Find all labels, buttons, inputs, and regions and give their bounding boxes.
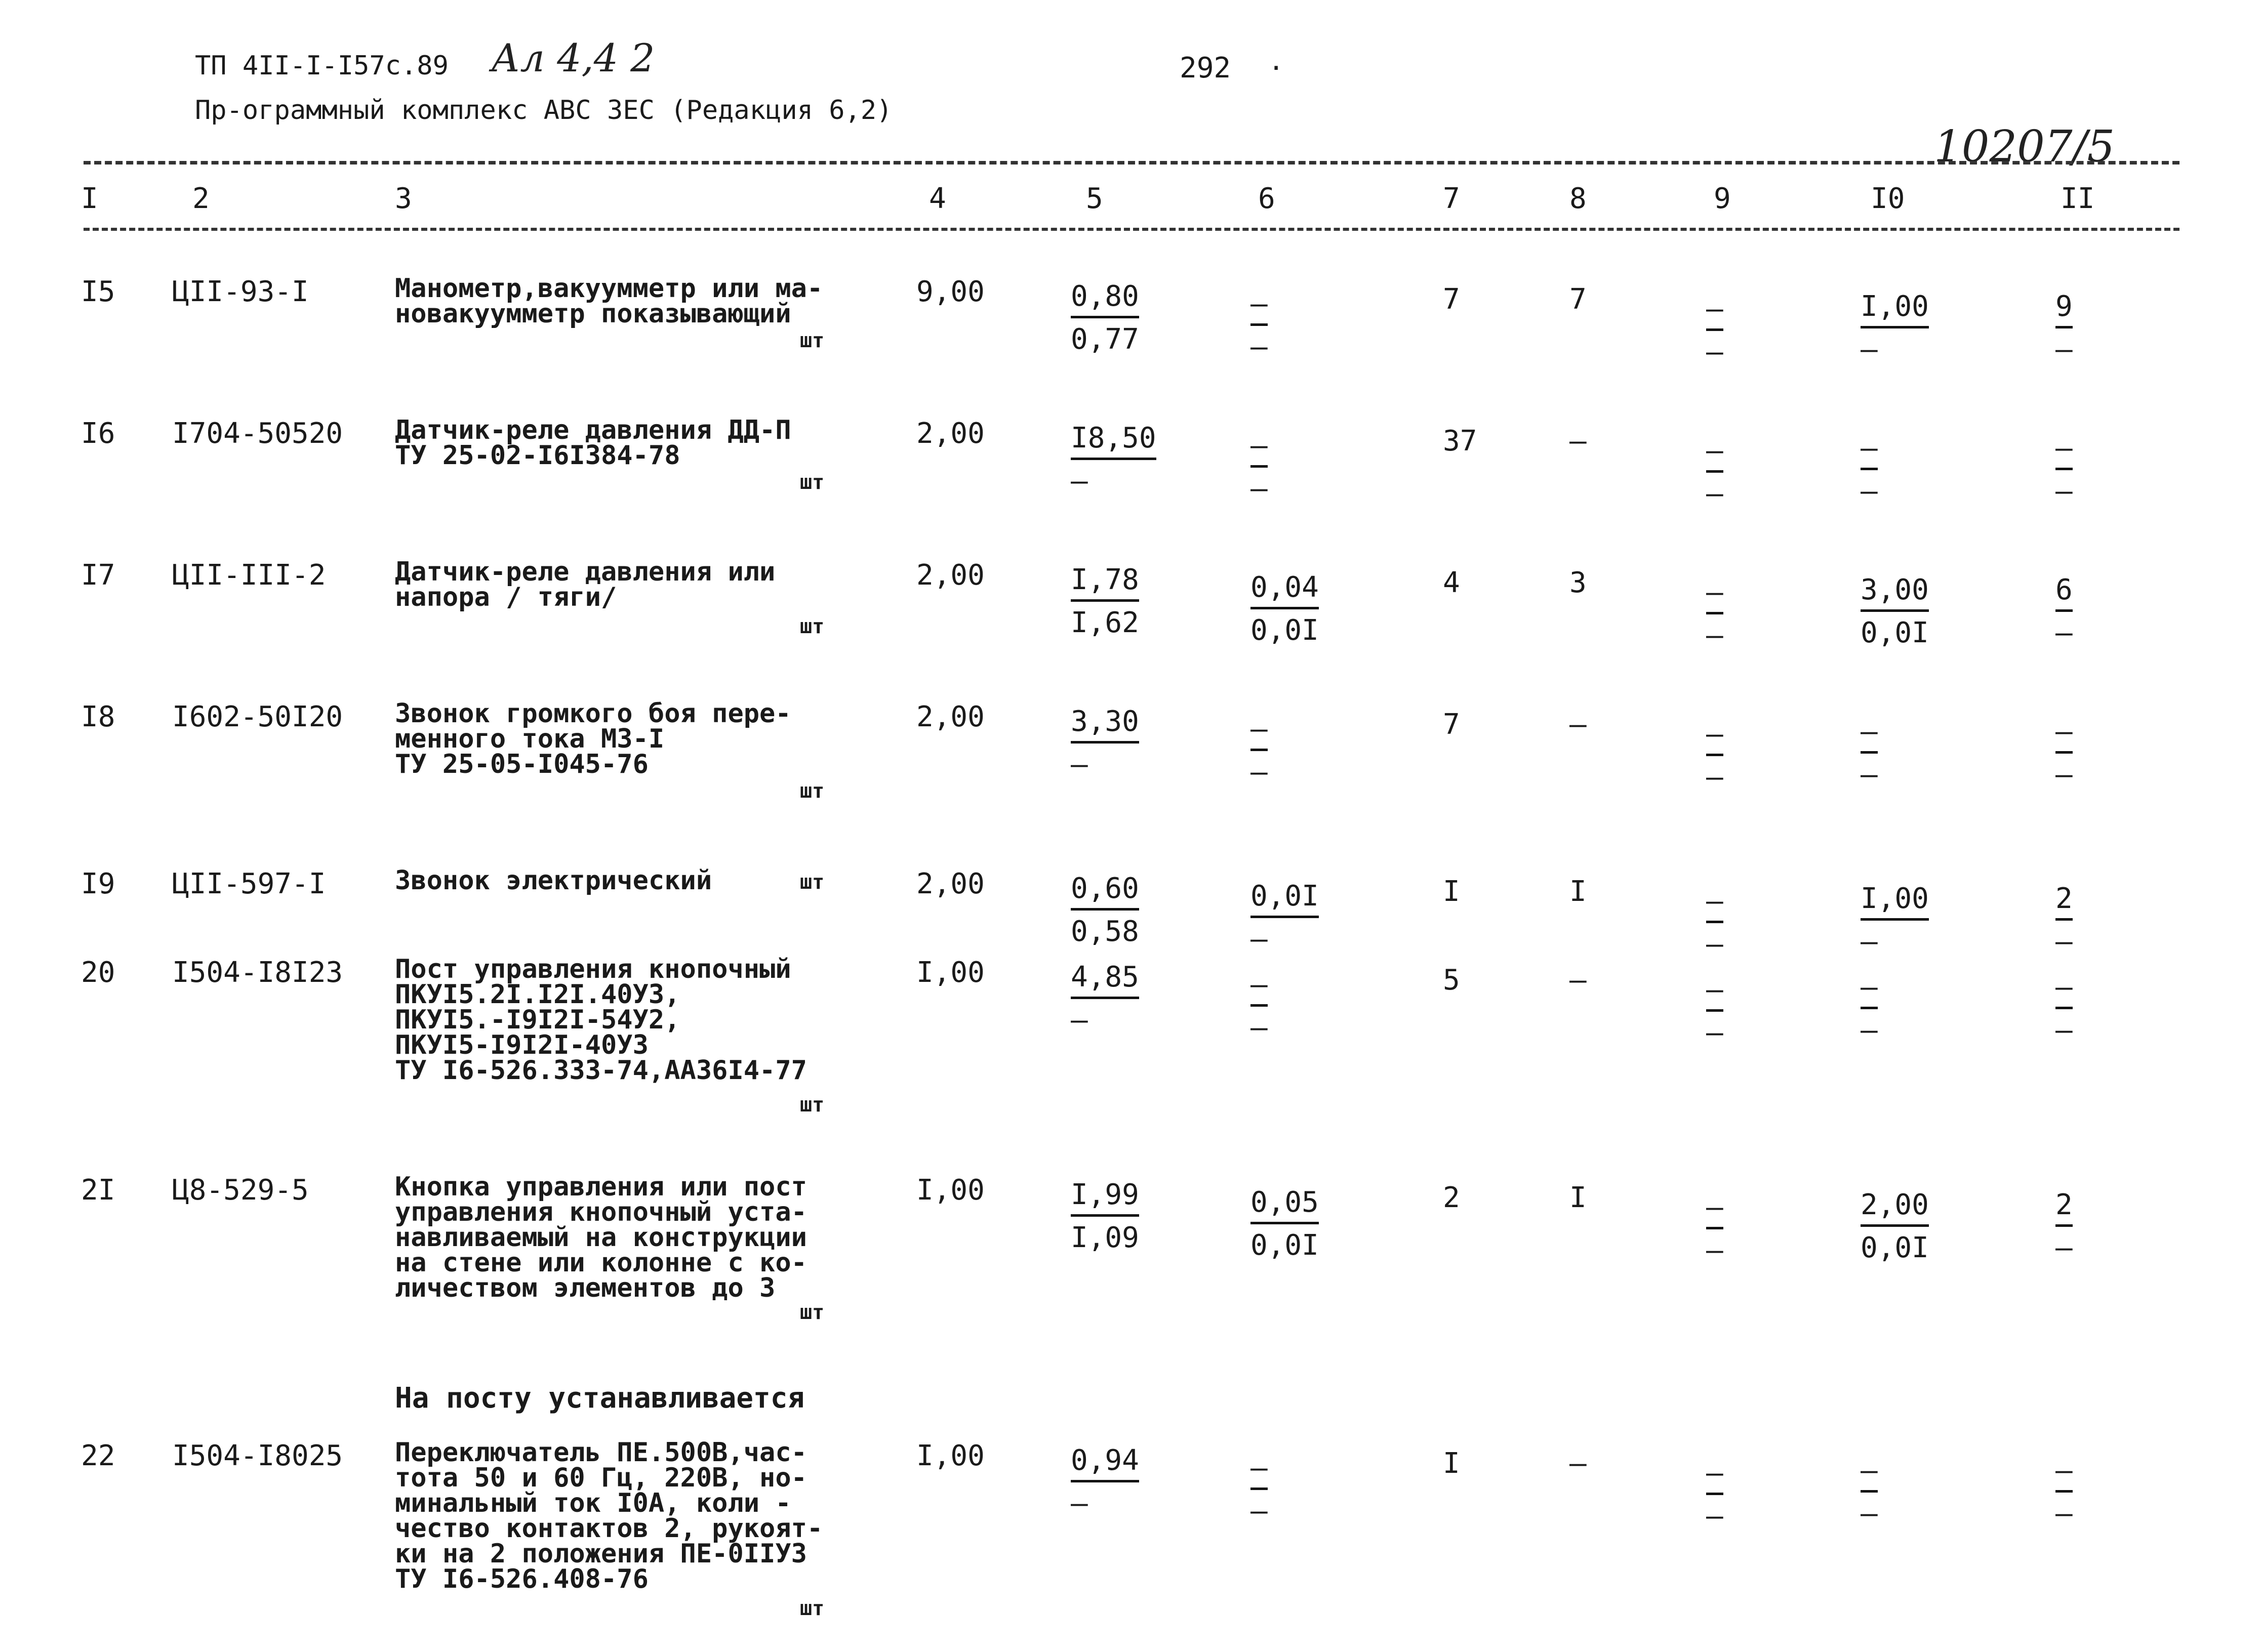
col7-value: 2: [1443, 1181, 1460, 1214]
col6-value: [1250, 1450, 1268, 1530]
unit-mark: шт: [800, 615, 825, 638]
col6-value-top: 0,04: [1250, 569, 1319, 609]
col9-value: [1706, 972, 1723, 1051]
column-header: I: [81, 182, 98, 215]
doc-subtitle: Пр-ограммный комплекс АВС ЗЕС (Редакция 6,2): [195, 95, 893, 126]
col10-value-top: 2,00: [1861, 1187, 1929, 1227]
col9-value-bottom: –: [1706, 619, 1723, 652]
col5-value: [1071, 871, 1139, 950]
col11-value: [2055, 572, 2073, 651]
col9-value-bottom: –: [1706, 477, 1723, 510]
col11-value-top: 2: [2055, 881, 2073, 921]
column-header: II: [2061, 182, 2095, 215]
item-description: Переключатель ПЕ.500В,час- тота 50 и 60 Гц, 220В, но- минальный ток I0А, коли - чество контактов 2, рукоят- ки на 2 положения ПЕ-0IIУ3 ТУ I6-526.408-76: [395, 1437, 823, 1594]
col6-value: [1250, 1184, 1319, 1264]
col8-value: –: [1569, 425, 1587, 458]
item-description: Манометр,вакуумметр или ма- новакуумметр показывающий: [395, 273, 823, 329]
col6-value: [1250, 878, 1319, 958]
unit-mark: шт: [800, 1301, 825, 1324]
col10-value: [1861, 881, 1929, 960]
col5-value: [1071, 704, 1139, 783]
item-description: Датчик-реле давления ДД-П ТУ 25-02-I6I384-78: [395, 415, 791, 471]
row-number: I5: [81, 275, 115, 308]
column-header: 7: [1443, 182, 1460, 215]
row-number: I7: [81, 559, 115, 592]
col5-value: [1071, 1442, 1139, 1522]
col11-value: [2055, 430, 2073, 510]
quantity: I,00: [916, 956, 985, 989]
col6-value: [1250, 569, 1319, 649]
item-code: I704-50520: [172, 417, 343, 450]
unit-mark: шт: [800, 329, 825, 352]
col6-value-bottom: –: [1250, 923, 1268, 956]
col6-value-top: –: [1250, 711, 1268, 751]
col5-value-top: 0,94: [1071, 1442, 1139, 1482]
col10-value: [1861, 714, 1878, 793]
column-header: 5: [1086, 182, 1103, 215]
row-number: 2I: [81, 1174, 115, 1207]
item-description: Датчик-реле давления или напора / тяги/: [395, 557, 776, 612]
col11-value-top: –: [2055, 714, 2073, 754]
col8-value: 7: [1569, 283, 1587, 316]
col9-value-top: –: [1706, 574, 1723, 614]
col11-value-top: 6: [2055, 572, 2073, 612]
column-header: 3: [395, 182, 412, 215]
unit-mark: шт: [800, 871, 825, 894]
header-rule-top: [84, 161, 2179, 164]
unit-mark: шт: [800, 471, 825, 494]
item-code: I602-50I20: [172, 700, 343, 733]
col6-value-top: –: [1250, 967, 1268, 1007]
row-number: I9: [81, 868, 115, 900]
col10-value-bottom: –: [1861, 475, 1878, 508]
item-code: I504-I8025: [172, 1439, 343, 1472]
item-code: ЦII-III-2: [172, 559, 326, 592]
col11-value-top: 9: [2055, 288, 2073, 328]
col11-value-bottom: –: [2055, 1231, 2073, 1264]
col9-value-top: –: [1706, 433, 1723, 473]
col10-value-bottom: –: [1861, 1014, 1878, 1047]
quantity: 2,00: [916, 559, 985, 592]
col6-value-top: –: [1250, 1450, 1268, 1490]
col5-value-top: 0,80: [1071, 278, 1139, 318]
quantity: 2,00: [916, 417, 985, 450]
col9-value-bottom: –: [1706, 1500, 1723, 1533]
col9-value: [1706, 433, 1723, 512]
col7-value: 7: [1443, 708, 1460, 741]
col5-value-top: 4,85: [1071, 959, 1139, 999]
header-rule-bottom: [84, 228, 2179, 231]
col7-value: 4: [1443, 566, 1460, 599]
col9-value-bottom: –: [1706, 1016, 1723, 1049]
col11-value-bottom: –: [2055, 1014, 2073, 1047]
col7-value: I: [1443, 875, 1460, 908]
column-header: 6: [1258, 182, 1275, 215]
col8-value: –: [1569, 964, 1587, 997]
col5-value: [1071, 562, 1139, 641]
col5-value: [1071, 1177, 1139, 1256]
col10-value-top: –: [1861, 430, 1878, 470]
col5-value-top: I,78: [1071, 562, 1139, 602]
col6-value-top: –: [1250, 428, 1268, 468]
col8-value: I: [1569, 875, 1587, 908]
col9-value-bottom: –: [1706, 761, 1723, 794]
col8-value: –: [1569, 1447, 1587, 1480]
col10-value: [1861, 969, 1878, 1049]
col11-value-bottom: –: [2055, 475, 2073, 508]
col10-value: [1861, 430, 1878, 510]
col5-value-bottom: –: [1071, 1004, 1088, 1037]
col10-value-top: –: [1861, 969, 1878, 1009]
col9-value: [1706, 716, 1723, 796]
col6-value-top: –: [1250, 286, 1268, 326]
col6-value-bottom: –: [1250, 331, 1268, 363]
col9-value: [1706, 291, 1723, 370]
col11-value-top: –: [2055, 430, 2073, 470]
col11-value-bottom: –: [2055, 616, 2073, 649]
col6-value: [1250, 711, 1268, 791]
col11-value: [2055, 881, 2073, 960]
doc-code-handwritten: Ал 4,4 2: [491, 35, 655, 80]
row-number: 22: [81, 1439, 115, 1472]
col5-value-top: 0,60: [1071, 871, 1139, 911]
col8-value: 3: [1569, 566, 1587, 599]
col5-value-bottom: 0,77: [1071, 323, 1139, 356]
col5-value-top: I8,50: [1071, 420, 1156, 460]
col10-value: [1861, 288, 1929, 368]
col5-value-bottom: –: [1071, 748, 1088, 781]
item-code: I504-I8I23: [172, 956, 343, 989]
col5-value-bottom: 0,58: [1071, 915, 1139, 948]
col9-value: [1706, 1189, 1723, 1269]
item-description: Звонок электрический: [395, 865, 712, 896]
row-number: I8: [81, 700, 115, 733]
col9-value-top: –: [1706, 716, 1723, 756]
col6-value-top: 0,05: [1250, 1184, 1319, 1224]
sheet-handwritten: 10207/5: [1934, 121, 2115, 172]
unit-mark: шт: [800, 1597, 825, 1620]
col7-value: 37: [1443, 425, 1477, 458]
col10-value-top: I,00: [1861, 881, 1929, 921]
col10-value-bottom: –: [1861, 925, 1878, 958]
unit-mark: шт: [800, 779, 825, 803]
col9-value-top: –: [1706, 883, 1723, 923]
col9-value-bottom: –: [1706, 336, 1723, 368]
col6-value-top: 0,0I: [1250, 878, 1319, 918]
col11-value-bottom: –: [2055, 333, 2073, 366]
quantity: 2,00: [916, 868, 985, 900]
col8-value: –: [1569, 708, 1587, 741]
quantity: 2,00: [916, 700, 985, 733]
col5-value-bottom: I,62: [1071, 606, 1139, 639]
item-code: Ц8-529-5: [172, 1174, 309, 1207]
col9-value-bottom: –: [1706, 1234, 1723, 1267]
col10-value-bottom: 0,0I: [1861, 1231, 1929, 1264]
col6-value-bottom: –: [1250, 756, 1268, 789]
quantity: 9,00: [916, 275, 985, 308]
col10-value-bottom: –: [1861, 1497, 1878, 1530]
col9-value-bottom: –: [1706, 928, 1723, 961]
col5-value-bottom: –: [1071, 1487, 1088, 1520]
col11-value-top: –: [2055, 1453, 2073, 1493]
column-header: 4: [929, 182, 946, 215]
col5-value: [1071, 420, 1156, 500]
item-code: ЦII-93-I: [172, 275, 309, 308]
col9-value-top: –: [1706, 291, 1723, 331]
col9-value-top: –: [1706, 1189, 1723, 1229]
col10-value-top: 3,00: [1861, 572, 1929, 612]
col8-value: I: [1569, 1181, 1587, 1214]
col11-value: [2055, 714, 2073, 793]
row-number: 20: [81, 956, 115, 989]
col6-value-bottom: 0,0I: [1250, 614, 1319, 647]
unit-mark: шт: [800, 1093, 825, 1117]
col10-value-bottom: –: [1861, 758, 1878, 791]
col10-value-top: –: [1861, 714, 1878, 754]
page-dot: ·: [1268, 53, 1284, 84]
col9-value-top: –: [1706, 972, 1723, 1012]
col7-value: 7: [1443, 283, 1460, 316]
col6-value: [1250, 428, 1268, 507]
col9-value-top: –: [1706, 1455, 1723, 1495]
item-code: ЦII-597-I: [172, 868, 326, 900]
col11-value-bottom: –: [2055, 758, 2073, 791]
column-header: 8: [1569, 182, 1587, 215]
col10-value: [1861, 572, 1929, 651]
col11-value-bottom: –: [2055, 1497, 2073, 1530]
col10-value: [1861, 1453, 1878, 1532]
col6-value: [1250, 286, 1268, 365]
col6-value-bottom: 0,0I: [1250, 1229, 1319, 1262]
col9-value: [1706, 883, 1723, 963]
col11-value: [2055, 1453, 2073, 1532]
quantity: I,00: [916, 1174, 985, 1207]
col5-value-top: 3,30: [1071, 704, 1139, 744]
row-number: I6: [81, 417, 115, 450]
col10-value-bottom: 0,0I: [1861, 616, 1929, 649]
col11-value: [2055, 288, 2073, 368]
note-installed-on-post: На посту устанавливается: [395, 1382, 805, 1415]
col11-value-top: 2: [2055, 1187, 2073, 1227]
col10-value-top: –: [1861, 1453, 1878, 1493]
col6-value-bottom: –: [1250, 472, 1268, 505]
col6-value-bottom: –: [1250, 1011, 1268, 1044]
col11-value: [2055, 969, 2073, 1049]
col9-value: [1706, 574, 1723, 654]
col7-value: I: [1443, 1447, 1460, 1480]
col5-value: [1071, 278, 1139, 358]
item-description: Пост управления кнопочный ПКУI5.2I.I2I.40У3, ПКУI5.-I9I2I-54У2, ПКУI5-I9I2I-40У3 ТУ I6-526.333-74,АА36I4-77: [395, 954, 807, 1086]
col5-value-bottom: –: [1071, 465, 1088, 498]
item-description: Кнопка управления или пост управления кнопочный уста- навливаемый на конструкции на стене или колонне с ко- личеством элементов до 3: [395, 1172, 807, 1303]
col5-value: [1071, 959, 1139, 1039]
column-header: I0: [1871, 182, 1905, 215]
col10-value: [1861, 1187, 1929, 1266]
col5-value-top: I,99: [1071, 1177, 1139, 1217]
col11-value: [2055, 1187, 2073, 1266]
quantity: I,00: [916, 1439, 985, 1472]
col6-value: [1250, 967, 1268, 1046]
doc-code: ТП 4II-I-I57с.89: [195, 51, 449, 81]
col11-value-top: –: [2055, 969, 2073, 1009]
col6-value-bottom: –: [1250, 1495, 1268, 1527]
col10-value-bottom: –: [1861, 333, 1878, 366]
col10-value-top: I,00: [1861, 288, 1929, 328]
column-header: 2: [192, 182, 210, 215]
col9-value: [1706, 1455, 1723, 1535]
item-description: Звонок громкого боя пере- менного тока МЗ-I ТУ 25-05-I045-76: [395, 698, 791, 779]
col11-value-bottom: –: [2055, 925, 2073, 958]
column-header: 9: [1714, 182, 1731, 215]
col7-value: 5: [1443, 964, 1460, 997]
page-number: 292: [1180, 52, 1231, 85]
col5-value-bottom: I,09: [1071, 1221, 1139, 1254]
